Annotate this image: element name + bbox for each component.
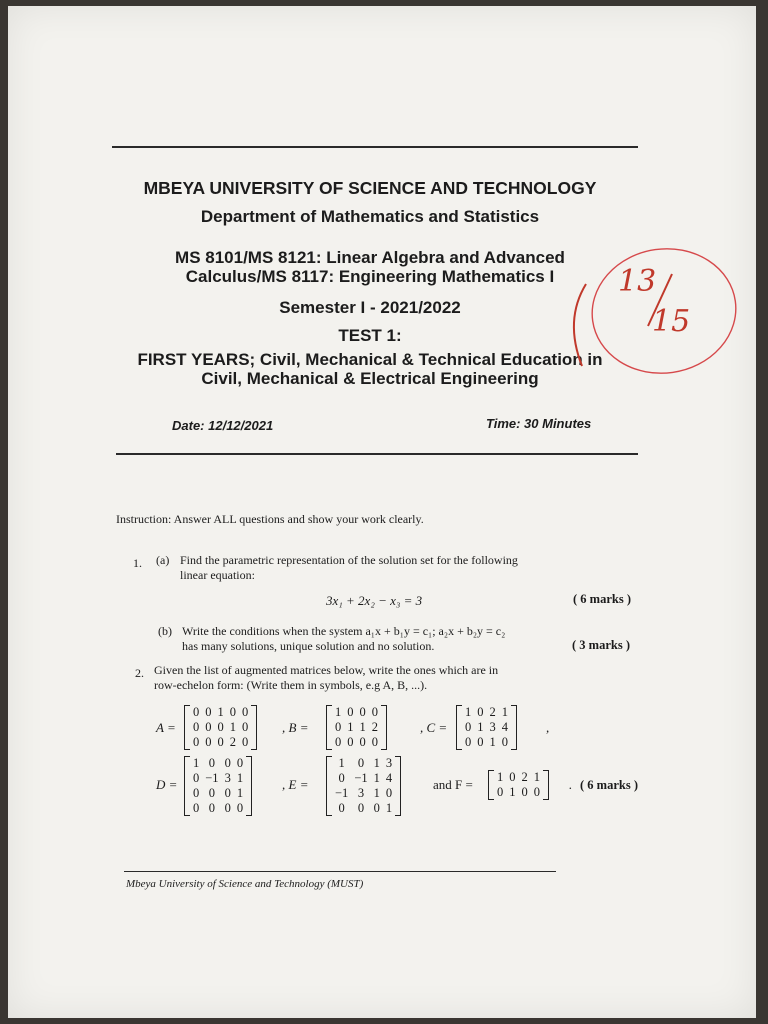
matrix-cell: 1 [338, 756, 345, 770]
matrix-cell: −1 [354, 771, 368, 785]
matrix-d-row [190, 771, 246, 786]
matrix-cell: 0 [335, 720, 342, 734]
matrix-cell: 1 [489, 735, 496, 749]
matrix-e [326, 756, 401, 820]
matrix-cell: 1 [373, 771, 380, 785]
instruction-label: Instruction: [116, 512, 172, 526]
matrix-c-label: , C = [420, 720, 448, 735]
matrix-cell: 0 [224, 801, 231, 815]
q1-number: 1. [133, 556, 142, 570]
matrix-cell: 1 [347, 720, 354, 734]
matrix-cell: 0 [359, 735, 366, 749]
footer-rule [124, 871, 556, 872]
matrix-cell: 3 [385, 756, 393, 770]
matrix-b-row [332, 705, 381, 720]
matrix-cell: −1 [205, 771, 219, 785]
score-numerator: 13 [618, 264, 657, 299]
footer-text: Mbeya University of Science and Technology (MUST) [126, 878, 364, 890]
matrix-cell: 1 [373, 756, 380, 770]
instruction-text: Answer ALL questions and show your work clearly. [173, 512, 424, 526]
matrix-d [184, 756, 252, 820]
test-title: TEST 1: [338, 326, 402, 345]
q1b-marks: ( 3 marks ) [572, 638, 630, 652]
q1b-text-line1: Write the conditions when the system a₁x + b₁y = c₁; a₂x + b₂y = c₂ [182, 624, 506, 638]
matrix-cell: 0 [205, 720, 212, 734]
matrix-f-table [494, 770, 543, 800]
matrix-cell: 0 [359, 705, 366, 719]
matrix-f-label: and F = [433, 777, 473, 792]
exam-date: Date: 12/12/2021 [172, 418, 274, 433]
matrix-f [488, 770, 549, 804]
matrix-cell: 1 [193, 756, 200, 770]
matrix-a [184, 705, 257, 754]
matrix-e-row [332, 801, 395, 816]
q1b-label: (b) [158, 624, 172, 638]
matrix-cell: 0 [242, 705, 249, 719]
matrix-cell: 0 [338, 771, 345, 785]
matrix-cell: 0 [347, 705, 354, 719]
matrix-cell: 1 [501, 705, 508, 719]
matrix-cell: 0 [509, 770, 516, 784]
matrix-b-label: , B = [282, 720, 309, 735]
matrix-cell: 1 [335, 705, 342, 719]
q1b-text-line2: has many solutions, unique solution and no solution. [182, 639, 435, 653]
matrix-a-row [190, 705, 251, 720]
matrix-cell: 1 [359, 720, 366, 734]
matrix-cell: 0 [224, 786, 231, 800]
matrix-e-row [332, 786, 395, 801]
matrix-cell: 0 [205, 705, 212, 719]
score-paren-icon [562, 280, 592, 370]
matrix-e-row [332, 771, 395, 786]
matrix-cell: 0 [521, 785, 528, 799]
matrix-cell: 0 [477, 705, 484, 719]
matrix-cell: 1 [385, 801, 393, 815]
matrix-a-label: A = [156, 720, 176, 735]
matrix-d-row [190, 756, 246, 771]
matrix-cell: 2 [521, 770, 528, 784]
matrix-c-row [462, 735, 511, 750]
matrix-cell: 1 [497, 770, 504, 784]
matrix-cell: 0 [357, 756, 365, 770]
matrix-cell: 4 [501, 720, 508, 734]
matrix-cell: 0 [242, 720, 249, 734]
matrix-d-row [190, 801, 246, 816]
matrix-cell: 2 [489, 705, 496, 719]
matrix-cell: 0 [465, 720, 472, 734]
matrix-a-row [190, 720, 251, 735]
matrix-cell: 0 [357, 801, 365, 815]
top-rule [112, 146, 638, 148]
matrix-cell: 0 [477, 735, 484, 749]
university-title: MBEYA UNIVERSITY OF SCIENCE AND TECHNOLOGY [143, 178, 597, 198]
matrix-a-table [190, 705, 251, 750]
matrix-cell: 1 [236, 786, 244, 800]
q2-number: 2. [135, 666, 144, 680]
matrix-cell: 2 [229, 735, 236, 749]
matrix-cell: 0 [236, 801, 244, 815]
matrix-cell: 0 [373, 801, 380, 815]
department-title: Department of Mathematics and Statistics [200, 207, 540, 226]
matrix-cell: 0 [208, 786, 216, 800]
matrix-cell: 0 [208, 756, 216, 770]
matrix-cell: 2 [371, 720, 378, 734]
matrix-d-label: D = [156, 777, 178, 792]
semester-title: Semester I - 2021/2022 [279, 298, 461, 317]
matrix-cell: 0 [217, 735, 224, 749]
matrix-b-row [332, 720, 381, 735]
matrix-b-table [332, 705, 381, 750]
matrix-cell: 0 [193, 705, 200, 719]
q1a-marks: ( 6 marks ) [573, 592, 631, 606]
instruction [116, 512, 424, 527]
course-title-line1: MS 8101/MS 8121: Linear Algebra and Advanced [175, 248, 565, 267]
matrix-cell: 1 [217, 705, 224, 719]
matrix-d-row [190, 786, 246, 801]
q1a-text-line2: linear equation: [180, 568, 255, 582]
matrix-d-table [190, 756, 246, 816]
matrix-e-label: , E = [282, 777, 309, 792]
matrix-cell: 3 [489, 720, 496, 734]
score-denominator: 15 [652, 304, 691, 339]
exam-time: Time: 30 Minutes [486, 416, 592, 431]
course-title-line2: Calculus/MS 8117: Engineering Mathematics I [185, 267, 555, 286]
matrix-cell: 1 [373, 786, 380, 800]
matrix-cell: 0 [217, 720, 224, 734]
q1a-text-line1: Find the parametric representation of the solution set for the following [180, 553, 518, 567]
matrix-cell: 1 [229, 720, 236, 734]
matrix-cell: 0 [497, 785, 504, 799]
q2-marks: ( 6 marks ) [580, 778, 638, 792]
matrix-cell: 0 [193, 720, 200, 734]
matrix-cell: 0 [193, 771, 200, 785]
matrix-e-table [332, 756, 395, 816]
matrix-cell: 0 [193, 801, 200, 815]
matrix-cell: 0 [193, 735, 200, 749]
matrix-cell: 3 [357, 786, 365, 800]
audience-line1: FIRST YEARS; Civil, Mechanical & Technical Education in [137, 350, 603, 369]
matrix-cell: 1 [533, 770, 540, 784]
matrix-c-row [462, 705, 511, 720]
row1-trailing-comma: , [546, 720, 550, 735]
matrix-cell: 0 [465, 735, 472, 749]
matrix-cell: 0 [385, 786, 393, 800]
matrix-cell: 1 [477, 720, 484, 734]
matrix-c-row [462, 720, 511, 735]
matrix-c-table [462, 705, 511, 750]
matrix-cell: 1 [509, 785, 516, 799]
row2-trailing-dot: . [569, 777, 573, 792]
q2-text-line2: row-echelon form: (Write them in symbols, e.g A, B, ...). [154, 678, 428, 692]
matrix-e-row [332, 756, 395, 771]
q2-text-line1: Given the list of augmented matrices below, write the ones which are in [154, 663, 499, 677]
matrix-b-row [332, 735, 381, 750]
matrix-cell: 0 [229, 705, 236, 719]
matrix-cell: 1 [236, 771, 244, 785]
matrix-cell: 0 [236, 756, 244, 770]
matrix-cell: 0 [193, 786, 200, 800]
matrix-cell: −1 [335, 786, 349, 800]
matrix-cell: 0 [335, 735, 342, 749]
matrix-cell: 0 [501, 735, 508, 749]
matrix-cell: 0 [371, 735, 378, 749]
matrix-a-row [190, 735, 251, 750]
matrix-cell: 3 [224, 771, 231, 785]
matrix-f-row [494, 785, 543, 800]
matrix-cell: 4 [385, 771, 393, 785]
matrix-c [456, 705, 517, 754]
q1a-label: (a) [156, 553, 170, 567]
q1a-equation: 3x₁ + 2x₂ − x₃ = 3 [326, 593, 423, 608]
matrix-b [326, 705, 387, 754]
matrix-cell: 0 [205, 735, 212, 749]
matrix-f-row [494, 770, 543, 785]
audience-line2: Civil, Mechanical & Electrical Engineering [201, 369, 539, 388]
header-bottom-rule [116, 453, 638, 455]
matrix-cell: 0 [208, 801, 216, 815]
matrix-cell: 0 [242, 735, 249, 749]
matrix-cell: 1 [465, 705, 472, 719]
matrix-cell: 0 [338, 801, 345, 815]
matrix-cell: 0 [347, 735, 354, 749]
matrix-cell: 0 [533, 785, 540, 799]
matrix-cell: 0 [371, 705, 378, 719]
matrix-cell: 0 [224, 756, 231, 770]
